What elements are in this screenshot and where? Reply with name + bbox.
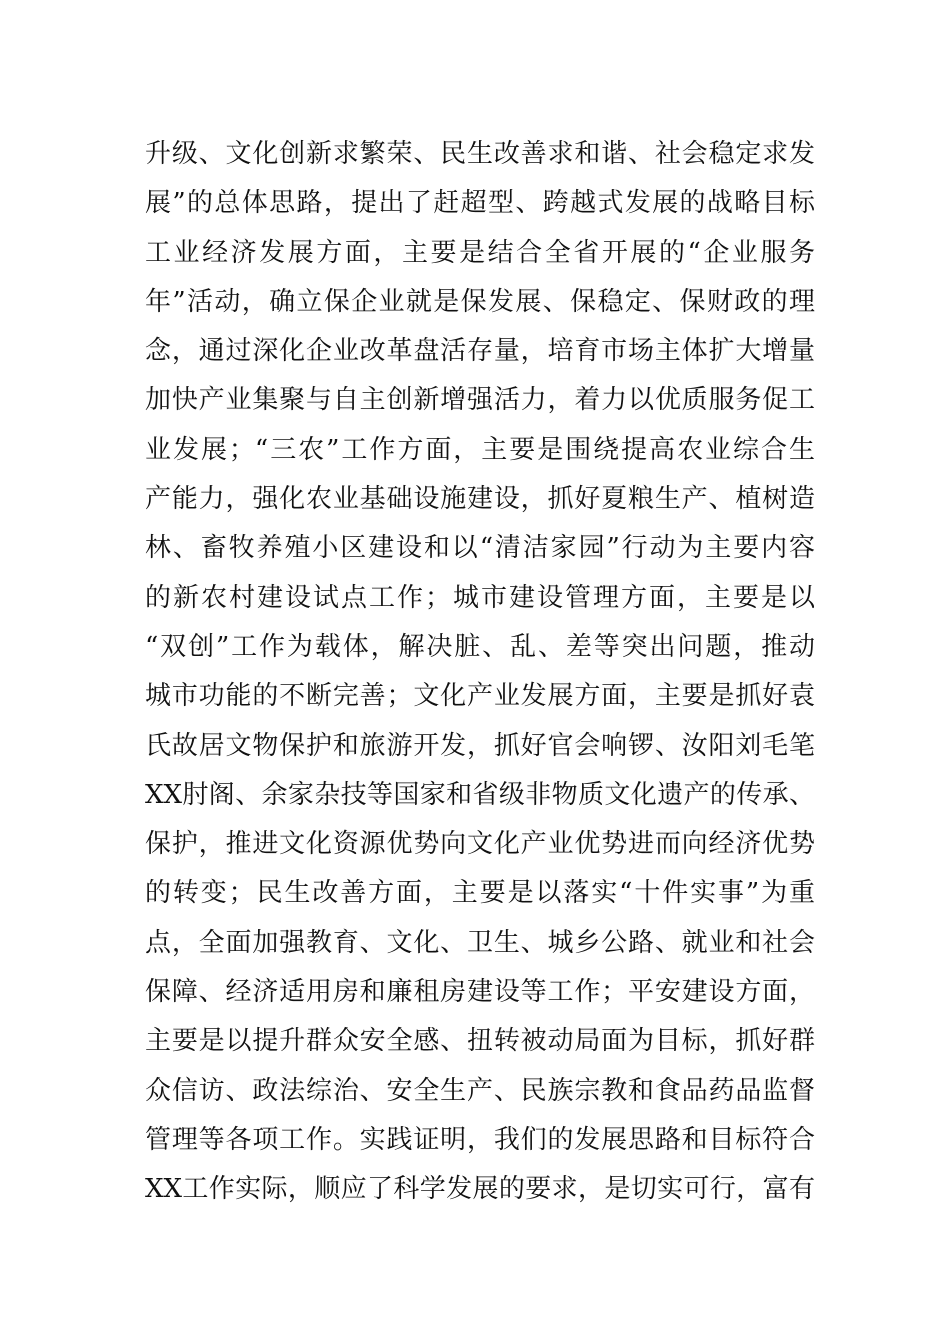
text-line: 管理等各项工作。实践证明，我们的发展思路和目标符合: [145, 1124, 815, 1155]
text-line: 林、畜牧养殖小区建设和以“清洁家园”行动为主要内容: [145, 533, 815, 564]
text-line: XX工作实际，顺应了科学发展的要求，是切实可行，富有: [145, 1174, 815, 1205]
text-line: 保障、经济适用房和廉租房建设等工作；平安建设方面，: [145, 977, 815, 1008]
text-line: 氏故居文物保护和旅游开发，抓好官会响锣、汝阳刘毛笔: [145, 730, 815, 761]
text-line: 的转变；民生改善方面，主要是以落实“十件实事”为重: [145, 878, 815, 909]
text-line: “双创”工作为载体，解决脏、乱、差等突出问题，推动: [145, 631, 815, 662]
text-line: 念，通过深化企业改革盘活存量，培育市场主体扩大增量: [145, 336, 815, 367]
body-paragraph: [145, 130, 815, 1215]
text-line: 业发展；“三农”工作方面，主要是围绕提高农业综合生: [145, 434, 815, 465]
text-line: 主要是以提升群众安全感、扭转被动局面为目标，抓好群: [145, 1026, 815, 1057]
text-line: 点，全面加强教育、文化、卫生、城乡公路、就业和社会: [145, 927, 815, 958]
text-line: 升级、文化创新求繁荣、民生改善求和谐、社会稳定求发: [145, 139, 815, 169]
text-line: 工业经济发展方面，主要是结合全省开展的“企业服务: [145, 237, 815, 268]
text-line: 保护，推进文化资源优势向文化产业优势进而向经济优势: [145, 829, 815, 860]
text-line: 展”的总体思路，提出了赶超型、跨越式发展的战略目标: [145, 188, 815, 219]
text-line: XX肘阁、余家杂技等国家和省级非物质文化遗产的传承、: [145, 779, 815, 810]
text-line: 众信访、政法综治、安全生产、民族宗教和食品药品监督: [145, 1075, 815, 1106]
text-line: 产能力，强化农业基础设施建设，抓好夏粮生产、植树造: [145, 484, 815, 515]
text-line: 的新农村建设试点工作；城市建设管理方面，主要是以: [145, 582, 815, 613]
text-line: 城市功能的不断完善；文化产业发展方面，主要是抓好袁: [145, 681, 815, 712]
text-line: 加快产业集聚与自主创新增强活力，着力以优质服务促工: [145, 385, 815, 416]
text-line: 年”活动，确立保企业就是保发展、保稳定、保财政的理: [145, 286, 815, 317]
